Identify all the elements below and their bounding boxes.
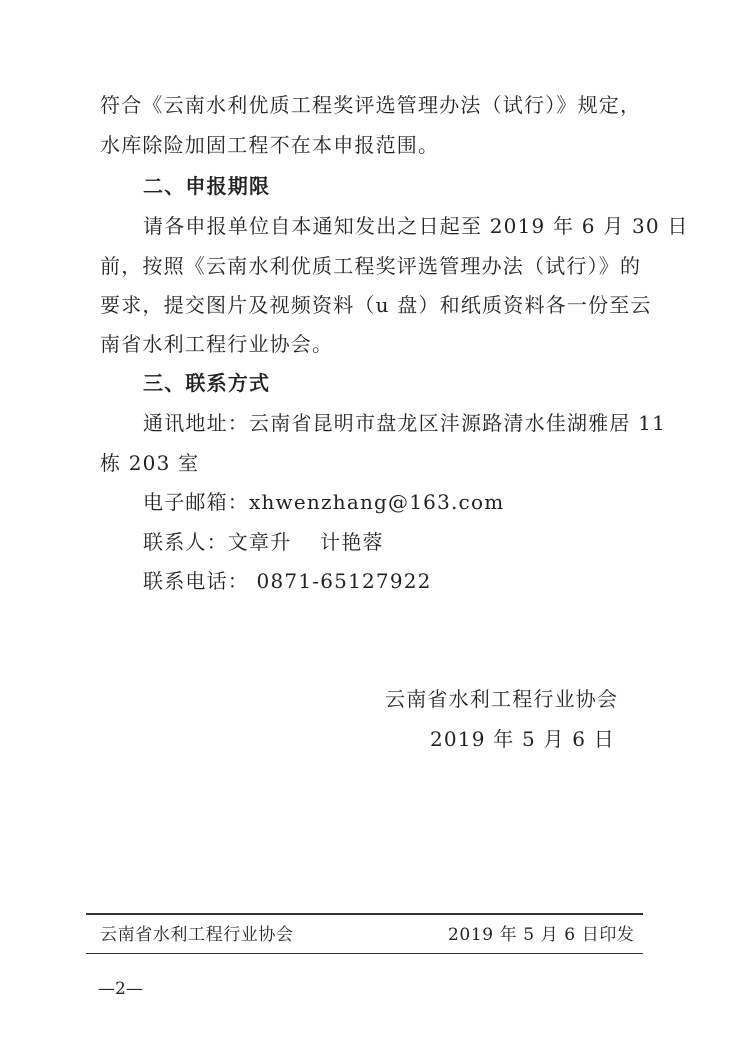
contact-persons: 联系人：文章升 计艳蓉 — [143, 530, 384, 554]
deadline-line-1: 请各申报单位自本通知发出之日起至 2019 年 6 月 30 日 — [143, 214, 689, 238]
body-line-2: 水库除险加固工程不在本申报范围。 — [100, 133, 440, 157]
page-number: —2— — [98, 979, 143, 999]
deadline-line-2: 前，按照《云南水利优质工程奖评选管理办法（试行）》的 — [100, 254, 642, 278]
footer-print-date: 2019 年 5 月 6 日印发 — [448, 925, 635, 945]
deadline-line-4: 南省水利工程行业协会。 — [100, 332, 334, 356]
body-line-1: 符合《云南水利优质工程奖评选管理办法（试行）》规定， — [100, 93, 642, 117]
contact-email: 电子邮箱：xhwenzhang@163.com — [143, 490, 505, 514]
signature-org: 云南省水利工程行业协会 — [385, 687, 619, 711]
contact-address-line-1: 通讯地址：云南省昆明市盘龙区沣源路清水佳湖雅居 11 — [143, 411, 667, 435]
footer-top-rule — [86, 913, 643, 915]
footer-issuer: 云南省水利工程行业协会 — [100, 925, 294, 945]
section-heading-deadline: 二、申报期限 — [143, 174, 271, 198]
footer-bottom-rule — [86, 953, 643, 954]
contact-phone: 联系电话： 0871-65127922 — [143, 569, 432, 593]
deadline-line-3: 要求，提交图片及视频资料（u 盘）和纸质资料各一份至云 — [100, 293, 652, 317]
signature-date: 2019 年 5 月 6 日 — [430, 727, 615, 751]
contact-address-line-2: 栋 203 室 — [100, 451, 200, 475]
section-heading-contact: 三、联系方式 — [143, 371, 271, 395]
